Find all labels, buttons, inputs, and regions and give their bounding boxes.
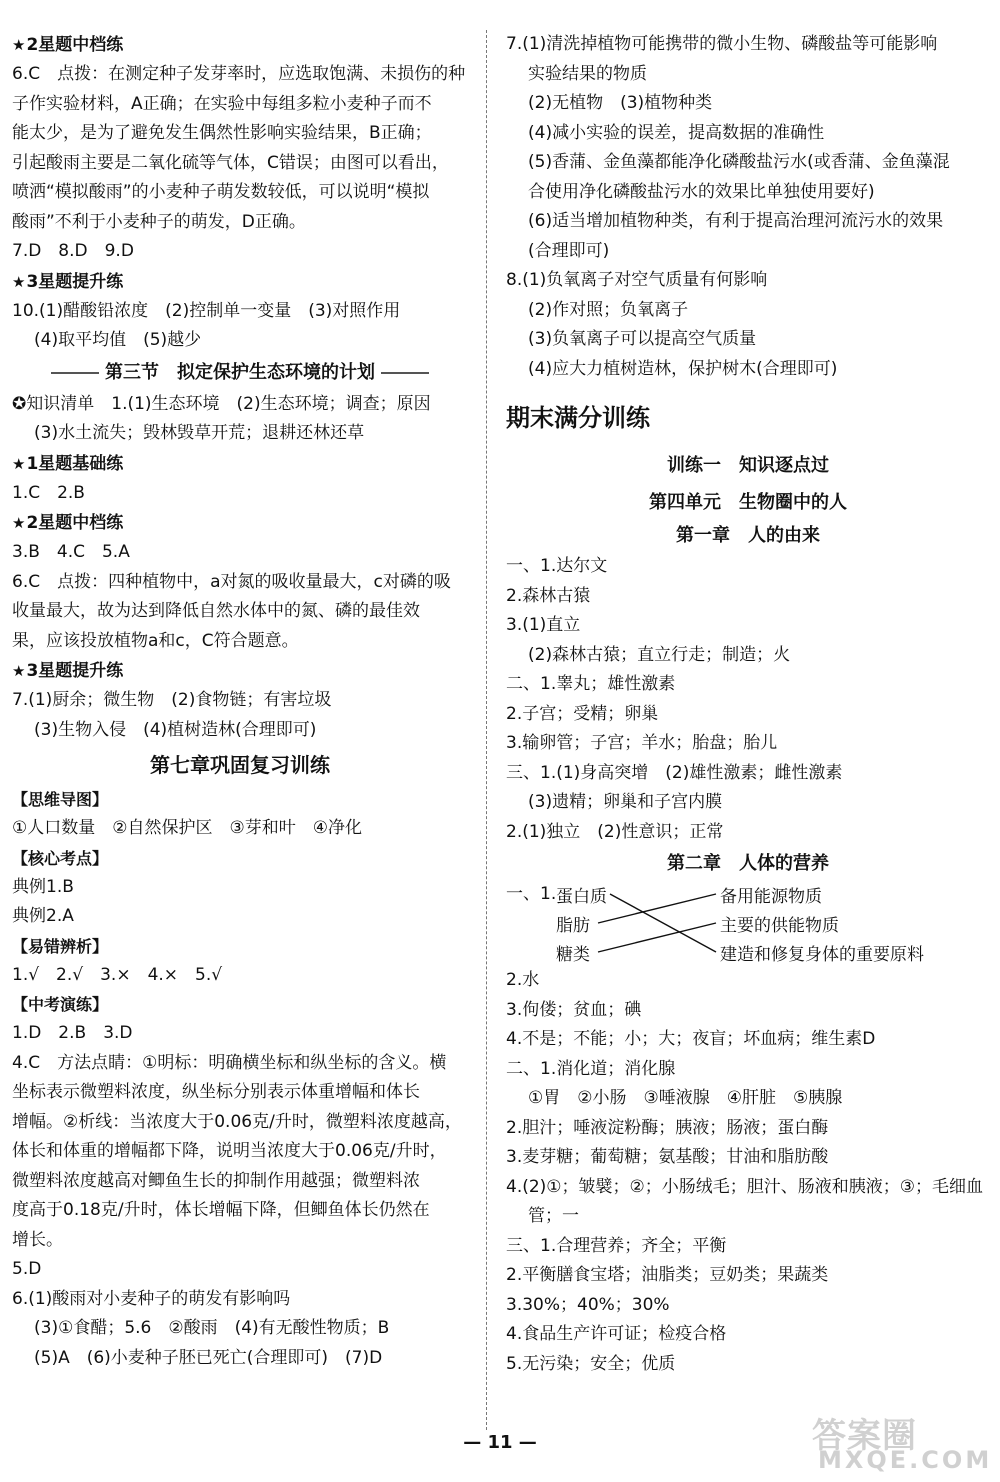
answer-line: 二、1.消化道；消化腺	[506, 1058, 676, 1079]
chapter-title: 第二章 人体的营养	[667, 853, 829, 874]
answer-line: 引起酸雨主要是二氧化硫等气体，C错误；由图可以看出，	[12, 152, 449, 173]
answer-line: 体长和体重的增幅都下降，说明当浓度大于0.06克/升时，	[12, 1141, 447, 1161]
answer-line: (3)生物入侵 (4)植树造林(合理即可)	[34, 719, 317, 740]
match-prefix: 一、1.	[506, 884, 557, 904]
answer-line: 微塑料浓度越高对鲫鱼生长的抑制作用越强；微塑料浓	[12, 1170, 420, 1191]
training-title: 训练一 知识逐点过	[667, 455, 829, 476]
answer-line: 2.胆汁；唾液淀粉酶；胰液；肠液；蛋白酶	[506, 1117, 829, 1138]
chapter-review-title: 第七章巩固复习训练	[150, 753, 330, 777]
level-heading: ★3星题提升练	[12, 271, 124, 292]
answer-line: 7.(1)厨余；微生物 (2)食物链；有害垃圾	[12, 690, 332, 710]
answer-line: 3.麦芽糖；葡萄糖；氨基酸；甘油和脂肪酸	[506, 1147, 829, 1167]
match-line	[598, 923, 716, 952]
star-icon: ★	[12, 514, 26, 532]
answer-line: 7.(1)清洗掉植物可能携带的微小生物、磷酸盐等可能影响	[506, 34, 938, 54]
answer-line: 10.(1)醋酸铅浓度 (2)控制单一变量 (3)对照作用	[12, 300, 401, 321]
answer-line: 3.B 4.C 5.A	[12, 542, 130, 562]
answer-line: 典例2.A	[12, 906, 74, 926]
answer-line: 5.无污染；安全；优质	[506, 1353, 676, 1374]
answer-line: (4)减小实验的误差，提高数据的准确性	[528, 122, 825, 143]
page-number: — 11 —	[463, 1432, 537, 1453]
answer-line: (3)负氧离子可以提高空气质量	[528, 329, 757, 349]
unit-title: 第四单元 生物圈中的人	[649, 492, 847, 513]
answer-line: 管；一	[528, 1206, 579, 1226]
match-left-item: 脂肪	[556, 916, 590, 936]
title-rule	[381, 372, 429, 374]
answer-line: 2.(1)独立 (2)性意识；正常	[506, 821, 724, 842]
subsection-label: 【思维导图】	[12, 790, 109, 809]
answer-line: 5.D	[12, 1259, 42, 1279]
answer-line: 8.(1)负氧离子对空气质量有何影响	[506, 270, 768, 290]
match-line	[598, 894, 716, 923]
watermark-logo: 答案圈	[812, 1416, 917, 1456]
star-icon: ★	[12, 454, 26, 473]
answer-line: ①人口数量 ②自然保护区 ③芽和叶 ④净化	[12, 818, 362, 838]
answer-line: 2.森林古猿	[506, 585, 591, 606]
answer-line: (5)A (6)小麦种子胚已死亡(合理即可) (7)D	[34, 1347, 383, 1368]
answer-line: 6.C 点拨：四种植物中，a对氮的吸收量最大，c对磷的吸	[12, 571, 451, 592]
answer-line: 3.佝偻；贫血；碘	[506, 999, 642, 1020]
checklist-icon: ✪	[12, 393, 27, 414]
column-divider	[486, 30, 487, 1430]
answer-line: 4.食品生产许可证；检疫合格	[506, 1324, 727, 1344]
final-training-title: 期末满分训练	[506, 404, 650, 432]
answer-line: 典例1.B	[12, 876, 74, 897]
answer-line: 合使用净化磷酸盐污水的效果比单独使用要好)	[528, 181, 875, 202]
answer-line: (2)森林古猿；直立行走；制造；火	[528, 644, 791, 665]
match-right-item: 主要的供能物质	[720, 916, 839, 936]
answer-line: 3.(1)直立	[506, 615, 581, 635]
answer-line: 果，应该投放植物a和c，C符合题意。	[12, 630, 299, 651]
answer-line: 1.D 2.B 3.D	[12, 1023, 133, 1043]
answer-line: 2.子宫；受精；卵巢	[506, 703, 659, 724]
answer-line: (4)应大力植树造林，保护树木(合理即可)	[528, 358, 838, 379]
answer-line: 增长。	[12, 1229, 63, 1250]
level-heading: ★2星题中档练	[12, 513, 124, 533]
match-right-item: 备用能源物质	[720, 887, 822, 907]
answer-line: 2.水	[506, 970, 540, 990]
answer-line: (2)无植物 (3)植物种类	[528, 93, 713, 113]
answer-line: 坐标表示微塑料浓度，纵坐标分别表示体重增幅和体长	[12, 1082, 420, 1102]
answer-line: 4.C 方法点睛：①明标：明确横坐标和纵坐标的含义。横	[12, 1052, 447, 1073]
level-heading: ★2星题中档练	[12, 35, 124, 55]
answer-line: 实验结果的物质	[528, 63, 647, 84]
match-lines	[506, 880, 990, 966]
answer-line: 增幅。②析线：当浓度大于0.06克/升时，微塑料浓度越高，	[12, 1111, 462, 1132]
answer-line: (4)取平均值 (5)越少	[34, 330, 202, 350]
answer-line: 能太少，是为了避免发生偶然性影响实验结果，B正确；	[12, 123, 432, 143]
answer-line: 收量最大，故为达到降低自然水体中的氮、磷的最佳效	[12, 601, 420, 621]
answer-line: 2.平衡膳食宝塔；油脂类；豆奶类；果蔬类	[506, 1265, 829, 1285]
answer-line: ①胃 ②小肠 ③唾液腺 ④肝脏 ⑤胰腺	[528, 1088, 843, 1108]
answer-line: 7.D 8.D 9.D	[12, 241, 134, 261]
match-left-item: 糖类	[556, 945, 590, 965]
star-icon: ★	[12, 662, 26, 680]
answer-line: 1.√ 2.√ 3.× 4.× 5.√	[12, 964, 223, 985]
answer-line: 喷洒“模拟酸雨”的小麦种子萌发数较低，可以说明“模拟	[12, 182, 430, 202]
level-heading: ★3星题提升练	[12, 661, 124, 681]
subsection-label: 【中考演练】	[12, 995, 109, 1014]
title-rule	[51, 372, 99, 374]
answer-line: 二、1.睾丸；雄性激素	[506, 674, 676, 694]
matching-diagram	[506, 880, 990, 966]
answer-line: 3.输卵管；子宫；羊水；胎盘；胎儿	[506, 733, 778, 753]
match-right-item: 建造和修复身体的重要原料	[720, 945, 924, 965]
level-heading: ★1星题基础练	[12, 453, 124, 474]
match-line	[610, 894, 716, 952]
subsection-label: 【核心考点】	[12, 848, 109, 868]
answer-line: 三、1.(1)身高突增 (2)雄性激素；雌性激素	[506, 762, 843, 783]
answer-line: (3)水土流失；毁林毁草开荒；退耕还林还草	[34, 423, 365, 443]
answer-line: 一、1.达尔文	[506, 556, 608, 576]
answer-line: ✪知识清单 1.(1)生态环境 (2)生态环境；调查；原因	[12, 393, 431, 414]
answer-line: (3)遗精；卵巢和子宫内膜	[528, 792, 723, 812]
match-left-item: 蛋白质	[556, 887, 607, 907]
answer-line: 4.(2)①；皱襞；②；小肠绒毛；胆汁、肠液和胰液；③；毛细血	[506, 1176, 984, 1197]
answer-line: (5)香蒲、金鱼藻都能净化磷酸盐污水(或香蒲、金鱼藻混	[528, 152, 950, 172]
right-column	[506, 30, 990, 1379]
answer-line: 4.不是；不能；小；大；夜盲；坏血病；维生素D	[506, 1029, 876, 1049]
watermark-url: MXQE.COM	[818, 1446, 993, 1474]
answer-line: 三、1.合理营养；齐全；平衡	[506, 1235, 727, 1256]
answer-line: 6.C 点拨：在测定种子发芽率时，应选取饱满、未损伤的种	[12, 64, 466, 84]
answer-line: (6)适当增加植物种类，有利于提高治理河流污水的效果	[528, 211, 944, 231]
answer-line: 酸雨”不利于小麦种子的萌发，D正确。	[12, 211, 306, 232]
star-icon: ★	[12, 36, 26, 54]
answer-line: 1.C 2.B	[12, 482, 85, 503]
answer-line: 子作实验材料，A正确；在实验中每组多粒小麦种子而不	[12, 93, 432, 114]
answer-line: 6.(1)酸雨对小麦种子的萌发有影响吗	[12, 1288, 291, 1309]
answer-line: (3)①食醋；5.6 ②酸雨 (4)有无酸性物质；B	[34, 1318, 390, 1338]
section-title: 第三节 拟定保护生态环境的计划	[12, 356, 468, 390]
answer-line: (2)作对照；负氧离子	[528, 299, 689, 320]
chapter-title: 第一章 人的由来	[676, 525, 820, 546]
answer-line: (合理即可)	[528, 240, 610, 261]
star-icon: ★	[12, 272, 26, 291]
left-column	[12, 30, 468, 1373]
answer-line: 3.30%；40%；30%	[506, 1294, 670, 1315]
answer-line: 度高于0.18克/升时，体长增幅下降，但鲫鱼体长仍然在	[12, 1200, 430, 1220]
subsection-label: 【易错辨析】	[12, 936, 109, 956]
